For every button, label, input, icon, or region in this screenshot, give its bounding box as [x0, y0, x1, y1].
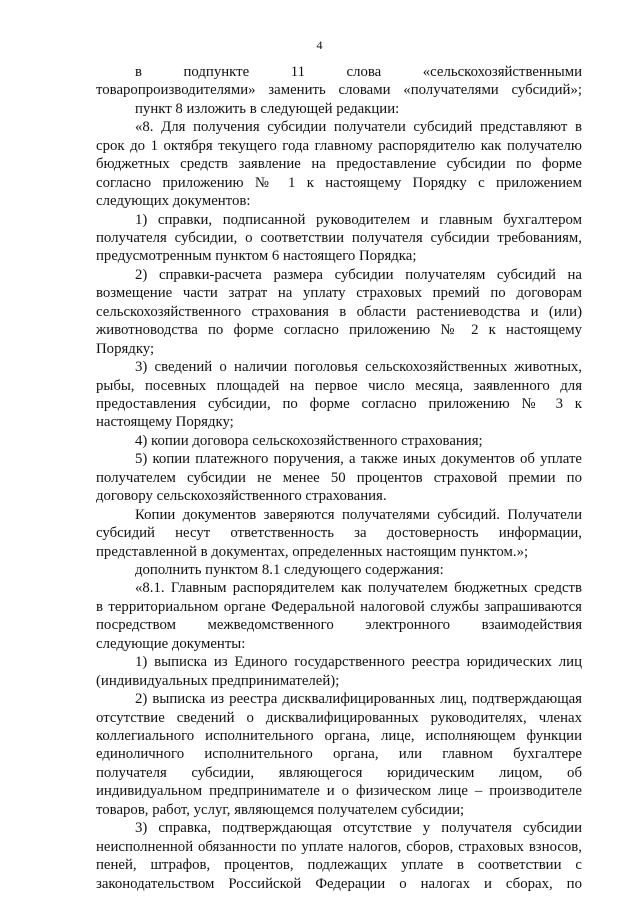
text-line: 1) справки, подписанной руководителем и главным бухгалтером [135, 211, 582, 228]
text-line: неисполненной обязанности по уплате налогов, сборов, страховых взносов, [96, 838, 582, 855]
text-line: 4) копии договора сельскохозяйственного страхования; [135, 432, 483, 449]
text-line: «8.1. Главным распорядителем как получателем бюджетных средств [135, 580, 582, 597]
text-line: согласно приложению № 1 к настоящему Порядку с приложением [96, 174, 582, 191]
text-line: единоличного исполнительного органа, или главном бухгалтере [96, 746, 582, 763]
text-line: товаров, работ, услуг, являющемся получателем субсидии; [96, 801, 465, 818]
text-line: коллегиального исполнительного органа, лице, исполняющем функции [96, 728, 582, 744]
text-line: предоставления субсидии, по форме согласно приложению № 3 к [96, 396, 582, 412]
text-line: получателя субсидии, о соответствии получателя субсидии требованиям, [96, 230, 582, 246]
text-line: законодательством Российской Федерации о налогах и сборах, по [96, 875, 582, 892]
text-line: животноводства по форме согласно приложению № 2 к настоящему [96, 322, 582, 339]
text-line: 2) справки-расчета размера субсидии получателям субсидий на [135, 266, 582, 283]
text-line: пункт 8 изложить в следующей редакции: [135, 100, 400, 117]
text-line: бюджетных средств заявление на предоставление субсидии по форме [96, 156, 582, 173]
text-line: 3) сведений о наличии поголовья сельскохозяйственных животных, [135, 359, 582, 376]
text-line: следующие документы: [96, 635, 246, 652]
text-line: предусмотренным пунктом 6 настоящего Порядка; [96, 248, 417, 265]
text-line: договору сельскохозяйственного страхования. [96, 488, 387, 505]
text-line: отсутствие сведений о дисквалифицированных руководителях, членах [96, 709, 582, 726]
text-line: пеней, штрафов, процентов, подлежащих уплате в соответствии с [96, 857, 582, 874]
text-line: 5) копии платежного поручения, а также иных документов об уплате [135, 451, 582, 468]
text-line: субсидий несут ответственность за достоверность информации, [96, 525, 582, 542]
text-line: возмещение части затрат на уплату страховых премий по договорам [96, 285, 582, 302]
text-line: индивидуальном предпринимателе и о физическом лице – производителе [96, 783, 582, 800]
text-line: Копии документов заверяются получателями субсидий. Получатели [135, 506, 582, 523]
text-line: получателем субсидии не менее 50 процентов страховой премии по [96, 469, 582, 486]
text-line: дополнить пунктом 8.1 следующего содержания: [135, 562, 444, 578]
text-line: товаропроизводителями» заменить словами «получателями субсидий»; [96, 82, 582, 99]
text-line: рыбы, посевных площадей на первое число месяца, заявленного для [96, 377, 582, 394]
text-line: получателя субсидии, являющегося юридическим лицом, об [96, 764, 582, 781]
text-line: настоящему Порядку; [96, 414, 234, 431]
text-line: сельскохозяйственного страхования в области растениеводства и (или) [96, 303, 582, 320]
text-line: срок до 1 октября текущего года главному распорядителю как получателю [96, 137, 582, 154]
text-line: 2) выписка из реестра дисквалифицированных лиц, подтверждающая [135, 691, 582, 708]
text-line: «8. Для получения субсидии получатели субсидий представляют в [135, 119, 582, 136]
page-number: 4 [316, 38, 323, 52]
text-line: представленной в документах, определенных настоящим пунктом.»; [96, 543, 529, 560]
text-line: Порядку; [96, 340, 155, 357]
text-line: 3) справка, подтверждающая отсутствие у получателя субсидии [135, 820, 582, 837]
text-line: посредством межведомственного электронного взаимодействия [96, 617, 582, 634]
text-line: следующих документов: [96, 193, 251, 210]
text-line: 1) выписка из Единого государственного реестра юридических лиц [135, 654, 582, 671]
text-line: в подпункте 11 слова «сельскохозяйственными [135, 64, 582, 80]
text-line: в территориальном органе Федеральной налоговой службы запрашиваются [96, 598, 582, 615]
text-line: (индивидуальных предпринимателей); [96, 672, 340, 689]
